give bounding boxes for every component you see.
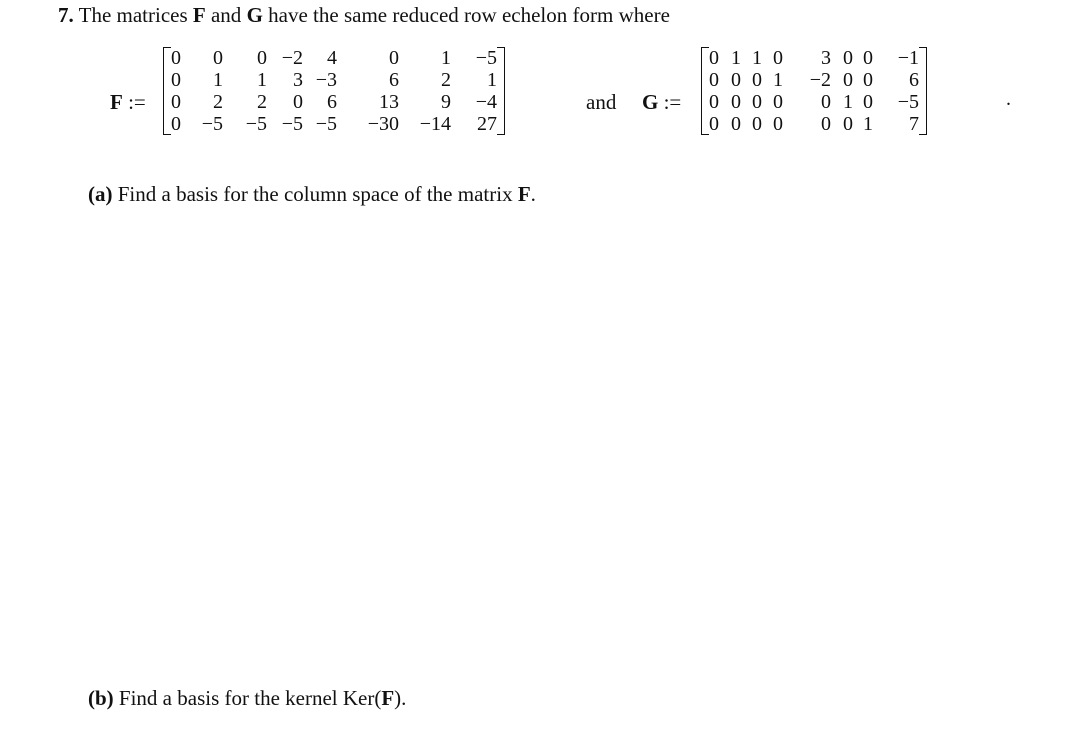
matrix-g-cell: 0	[773, 113, 783, 135]
matrix-g-cell: 1	[731, 47, 741, 69]
matrix-f-cell: 0	[171, 113, 181, 135]
matrix-g-cell: 0	[863, 69, 873, 91]
matrix-f-cell: 0	[171, 91, 181, 113]
matrix-g-cell: −2	[809, 69, 831, 91]
matrix-g-cell: 1	[863, 113, 873, 135]
matrix-f-grid	[171, 47, 497, 135]
part-b-text: Find a basis for the kernel Ker(	[118, 686, 382, 710]
matrix-g-period: .	[1006, 88, 1011, 110]
matrix-g-cell: 0	[752, 91, 762, 113]
matrix-f-cell: −5	[475, 47, 497, 69]
matrix-g-cell: −1	[897, 47, 919, 69]
problem-matrix-f: F	[192, 3, 206, 27]
matrix-g-cell: 0	[773, 91, 783, 113]
matrix-g-cell: 1	[843, 91, 853, 113]
matrix-f-cell: 0	[389, 47, 399, 69]
matrix-g-cell: 0	[821, 113, 831, 135]
matrix-f-cell: −4	[475, 91, 497, 113]
matrix-f-cell: 4	[327, 47, 337, 69]
problem-number: 7.	[58, 3, 74, 27]
matrix-g-cell: 6	[909, 69, 919, 91]
matrix-f-cell: −3	[315, 69, 337, 91]
matrix-g-cell: −5	[897, 91, 919, 113]
matrix-f-cell: 27	[477, 113, 497, 135]
problem-matrix-g: G	[246, 3, 263, 27]
matrix-g-cell: 0	[709, 69, 719, 91]
matrix-g-cell: 0	[821, 91, 831, 113]
matrix-f-cell: 0	[293, 91, 303, 113]
matrix-f-cell: 9	[441, 91, 451, 113]
matrix-f-cell: 2	[257, 91, 267, 113]
matrix-g-cell: 0	[773, 47, 783, 69]
matrix-g-grid	[709, 47, 919, 135]
matrix-f-cell: −14	[419, 113, 451, 135]
problem-text-post: have the same reduced row echelon form where	[268, 3, 670, 27]
matrix-g-right-bracket	[919, 47, 927, 135]
matrix-g-cell: 0	[709, 113, 719, 135]
matrix-f-cell: 3	[293, 69, 303, 91]
matrix-f-cell: −5	[245, 113, 267, 135]
matrix-f-right-bracket	[497, 47, 505, 135]
part-b: (b) Find a basis for the kernel Ker(F).	[88, 686, 407, 710]
matrix-g-cell: 7	[909, 113, 919, 135]
matrix-f-cell: 0	[171, 69, 181, 91]
matrix-g-label: G :=	[642, 90, 682, 114]
matrix-f-cell: −5	[281, 113, 303, 135]
matrix-f-cell: 2	[441, 69, 451, 91]
matrix-f-label: F :=	[110, 90, 146, 114]
matrix-g-cell: 0	[731, 113, 741, 135]
matrix-f-cell: 0	[257, 47, 267, 69]
matrix-f-cell: −5	[201, 113, 223, 135]
matrix-f-cell: 2	[213, 91, 223, 113]
matrix-f-cell: 0	[213, 47, 223, 69]
and-connector: and	[586, 90, 617, 114]
matrix-f-cell: 6	[389, 69, 399, 91]
matrix-g-cell: 1	[752, 47, 762, 69]
matrix-g-cell: 0	[709, 91, 719, 113]
part-a-label: (a)	[88, 182, 113, 206]
matrix-g-cell: 0	[752, 113, 762, 135]
matrix-f-cell: −5	[315, 113, 337, 135]
matrix-g-cell: 0	[843, 113, 853, 135]
matrix-g-cell: 3	[821, 47, 831, 69]
matrix-g-cell: 1	[773, 69, 783, 91]
matrix-g-cell: 0	[863, 47, 873, 69]
matrix-g-cell: 0	[843, 47, 853, 69]
matrix-f-cell: 1	[257, 69, 267, 91]
problem-text-mid: and	[210, 3, 242, 27]
matrix-f-cell: 1	[487, 69, 497, 91]
problem-statement	[58, 2, 670, 28]
matrix-f-cell: 1	[441, 47, 451, 69]
matrix-f-cell: 1	[213, 69, 223, 91]
matrix-g-cell: 0	[752, 69, 762, 91]
matrix-f	[163, 47, 505, 135]
matrix-f-cell: −2	[281, 47, 303, 69]
matrix-f-cell: −30	[367, 113, 399, 135]
matrix-f-cell: 6	[327, 91, 337, 113]
part-a-text: Find a basis for the column space of the matrix	[117, 182, 513, 206]
matrix-g-left-bracket	[701, 47, 709, 135]
matrix-f-cell: 0	[171, 47, 181, 69]
matrix-g	[701, 47, 927, 135]
part-b-matrix: F	[381, 686, 395, 710]
matrix-g-cell: 0	[863, 91, 873, 113]
part-a: (a) Find a basis for the column space of the matrix F.	[88, 182, 536, 206]
matrix-g-cell: 0	[731, 69, 741, 91]
matrix-f-left-bracket	[163, 47, 171, 135]
matrix-g-cell: 0	[709, 47, 719, 69]
matrix-g-cell: 0	[731, 91, 741, 113]
part-a-matrix: F	[517, 182, 531, 206]
matrix-f-cell: 13	[379, 91, 399, 113]
matrix-g-cell: 0	[843, 69, 853, 91]
problem-text-pre: The matrices	[78, 3, 188, 27]
part-b-label: (b)	[88, 686, 114, 710]
